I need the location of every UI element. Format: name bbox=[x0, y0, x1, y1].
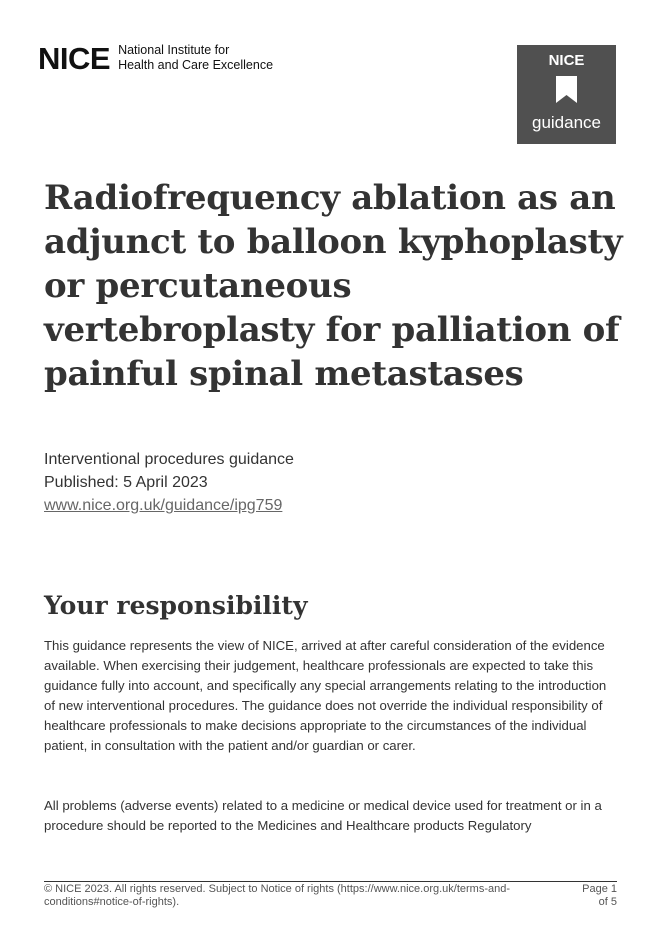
organisation-name bbox=[118, 43, 273, 73]
guidance-link[interactable]: www.nice.org.uk/guidance/ipg759 bbox=[44, 497, 283, 514]
badge-label-top: NICE bbox=[548, 52, 585, 69]
document-meta bbox=[44, 448, 294, 517]
footer-divider bbox=[44, 881, 617, 882]
guidance-type: Interventional procedures guidance bbox=[44, 451, 294, 468]
org-line-1: National Institute for bbox=[118, 43, 230, 57]
org-line-2: Health and Care Excellence bbox=[118, 58, 274, 72]
responsibility-paragraph-2: All problems (adverse events) related to a medicine or medical device used for treatment or in a procedure should be reported to the Medicines and Healthcare products Regulatory bbox=[44, 798, 602, 833]
logo-wordmark: NICE bbox=[38, 40, 111, 76]
nice-logo bbox=[38, 42, 273, 74]
footer-copyright: © NICE 2023. All rights reserved. Subject to Notice of rights (https://www.nice.org.uk/terms-and-conditions#notice-of-rights). bbox=[44, 883, 511, 908]
document-title: Radiofrequency ablation as an adjunct to balloon kyphoplasty or percutaneous vertebroplasty for palliation of painful spinal metastases bbox=[44, 178, 623, 394]
badge-label-bottom: guidance bbox=[531, 113, 601, 132]
bookmark-icon bbox=[556, 76, 577, 103]
guidance-badge bbox=[517, 45, 616, 144]
responsibility-paragraph-1: This guidance represents the view of NICE, arrived at after careful consideration of the evidence available. When exercising their judgement, healthcare professionals are expected to take this guidance fully into account, and specifically any special arrangements relating to the introduction of new interventional procedures. The guidance does not override the individual responsibility of healthcare professionals to make decisions appropriate to the circumstances of the individual patient, in consultation with the patient and/or guardian or carer. bbox=[44, 638, 607, 753]
published-date: Published: 5 April 2023 bbox=[44, 474, 208, 491]
page-number: Page 1 of 5 bbox=[582, 883, 617, 908]
section-heading: Your responsibility bbox=[44, 591, 308, 620]
